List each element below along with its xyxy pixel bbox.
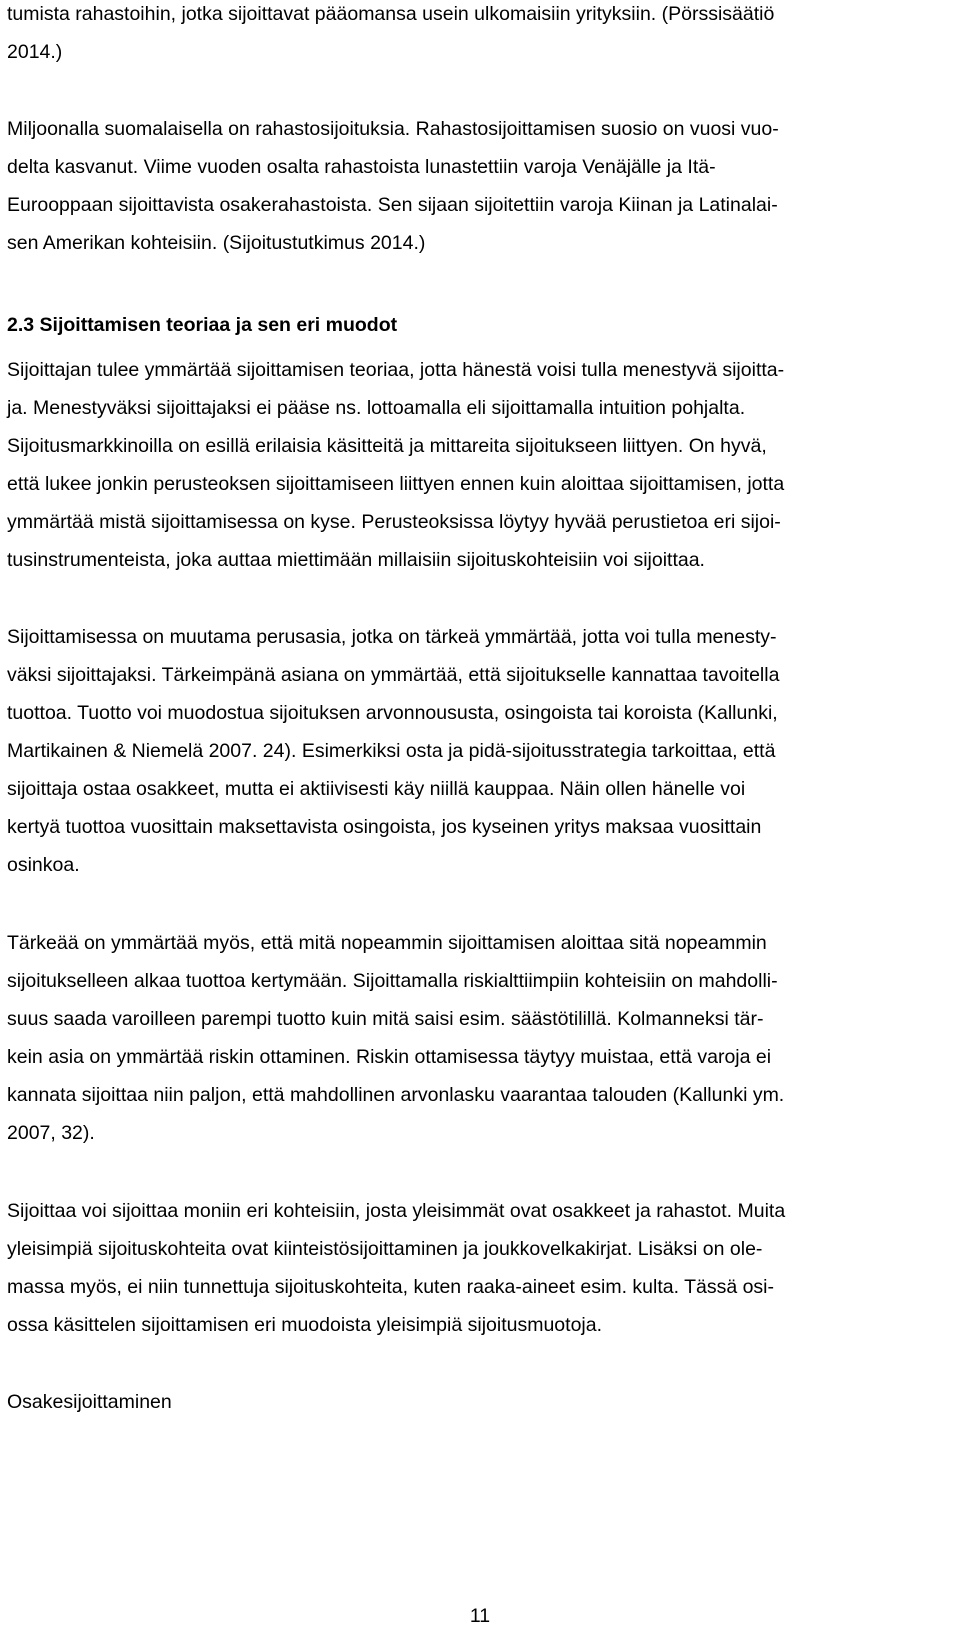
- risk-line-1: Tärkeää on ymmärtää myös, että mitä nopeammin sijoittamisen aloittaa sitä nopeammin: [7, 932, 767, 954]
- targets-line-4: ossa käsittelen sijoittamisen eri muodoista yleisimpiä sijoitusmuotoja.: [7, 1314, 603, 1336]
- funds-line-4: sen Amerikan kohteisiin. (Sijoitustutkimus 2014.): [7, 232, 426, 254]
- targets-line-1: Sijoittaa voi sijoittaa moniin eri kohteisiin, josta yleisimmät ovat osakkeet ja rahastot. Muita: [7, 1200, 786, 1222]
- theory-line-1: Sijoittajan tulee ymmärtää sijoittamisen teoriaa, jotta hänestä voisi tulla menestyvä sijoitta-: [7, 359, 785, 381]
- section-heading: 2.3 Sijoittamisen teoriaa ja sen eri muodot: [7, 314, 398, 336]
- risk-line-6: 2007, 32).: [7, 1122, 95, 1144]
- intro-line-1: tumista rahastoihin, jotka sijoittavat pääomansa usein ulkomaisiin yrityksiin. (Pörssisäätiö: [7, 3, 775, 25]
- funds-line-2: delta kasvanut. Viime vuoden osalta rahastoista lunastettiin varoja Venäjälle ja Itä-: [7, 156, 716, 178]
- risk-line-4: kein asia on ymmärtää riskin ottaminen. Riskin ottamisessa täytyy muistaa, että varoja ei: [7, 1046, 772, 1068]
- risk-line-3: suus saada varoilleen parempi tuotto kuin mitä saisi esim. säästötilillä. Kolmanneksi tär-: [7, 1008, 764, 1030]
- theory-line-6: tusinstrumenteista, joka auttaa miettimään millaisiin sijoituskohteisiin voi sijoittaa.: [7, 549, 705, 571]
- theory-line-2: ja. Menestyväksi sijoittajaksi ei pääse ns. lottoamalla eli sijoittamalla intuition pohjalta.: [7, 397, 746, 419]
- theory-line-5: ymmärtää mistä sijoittamisessa on kyse. Perusteoksissa löytyy hyvää perustietoa eri sijoi-: [7, 511, 781, 533]
- basics-line-5: sijoittaja ostaa osakkeet, mutta ei aktiivisesti käy niillä kauppaa. Näin ollen hänelle voi: [7, 778, 746, 800]
- risk-line-5: kannata sijoittaa niin paljon, että mahdollinen arvonlasku vaarantaa talouden (Kallunki ym.: [7, 1084, 785, 1106]
- subheading: Osakesijoittaminen: [7, 1391, 172, 1413]
- risk-line-2: sijoitukselleen alkaa tuottoa kertymään. Sijoittamalla riskialttiimpiin kohteisiin on mahdolli-: [7, 970, 778, 992]
- basics-line-4: Martikainen & Niemelä 2007. 24). Esimerkiksi osta ja pidä-sijoitusstrategia tarkoittaa, että: [7, 740, 776, 762]
- targets-line-2: yleisimpiä sijoituskohteita ovat kiinteistösijoittaminen ja joukkovelkakirjat. Lisäksi on ole-: [7, 1238, 763, 1260]
- basics-line-7: osinkoa.: [7, 854, 80, 876]
- funds-line-3: Eurooppaan sijoittavista osakerahastoista. Sen sijaan sijoitettiin varoja Kiinan ja Latinalai-: [7, 194, 778, 216]
- intro-line-2: 2014.): [7, 41, 63, 63]
- theory-line-3: Sijoitusmarkkinoilla on esillä erilaisia käsitteitä ja mittareita sijoitukseen liittyen. On hyvä,: [7, 435, 767, 457]
- theory-line-4: että lukee jonkin perusteoksen sijoittamiseen liittyen ennen kuin aloittaa sijoittamisen, jotta: [7, 473, 785, 495]
- basics-line-6: kertyä tuottoa vuosittain maksettavista osingoista, jos kyseinen yritys maksaa vuosittain: [7, 816, 762, 838]
- basics-line-3: tuottoa. Tuotto voi muodostua sijoituksen arvonnoususta, osingoista tai koroista (Kallunki,: [7, 702, 778, 724]
- basics-line-1: Sijoittamisessa on muutama perusasia, jotka on tärkeä ymmärtää, jotta voi tulla menesty-: [7, 626, 777, 648]
- basics-line-2: väksi sijoittajaksi. Tärkeimpänä asiana on ymmärtää, että sijoitukselle kannattaa tavoitella: [7, 664, 780, 686]
- funds-line-1: Miljoonalla suomalaisella on rahastosijoituksia. Rahastosijoittamisen suosio on vuosi vuo-: [7, 118, 779, 140]
- page-number: 11: [469, 1605, 491, 1627]
- targets-line-3: massa myös, ei niin tunnettuja sijoituskohteita, kuten raaka-aineet esim. kulta. Tässä osi-: [7, 1276, 775, 1298]
